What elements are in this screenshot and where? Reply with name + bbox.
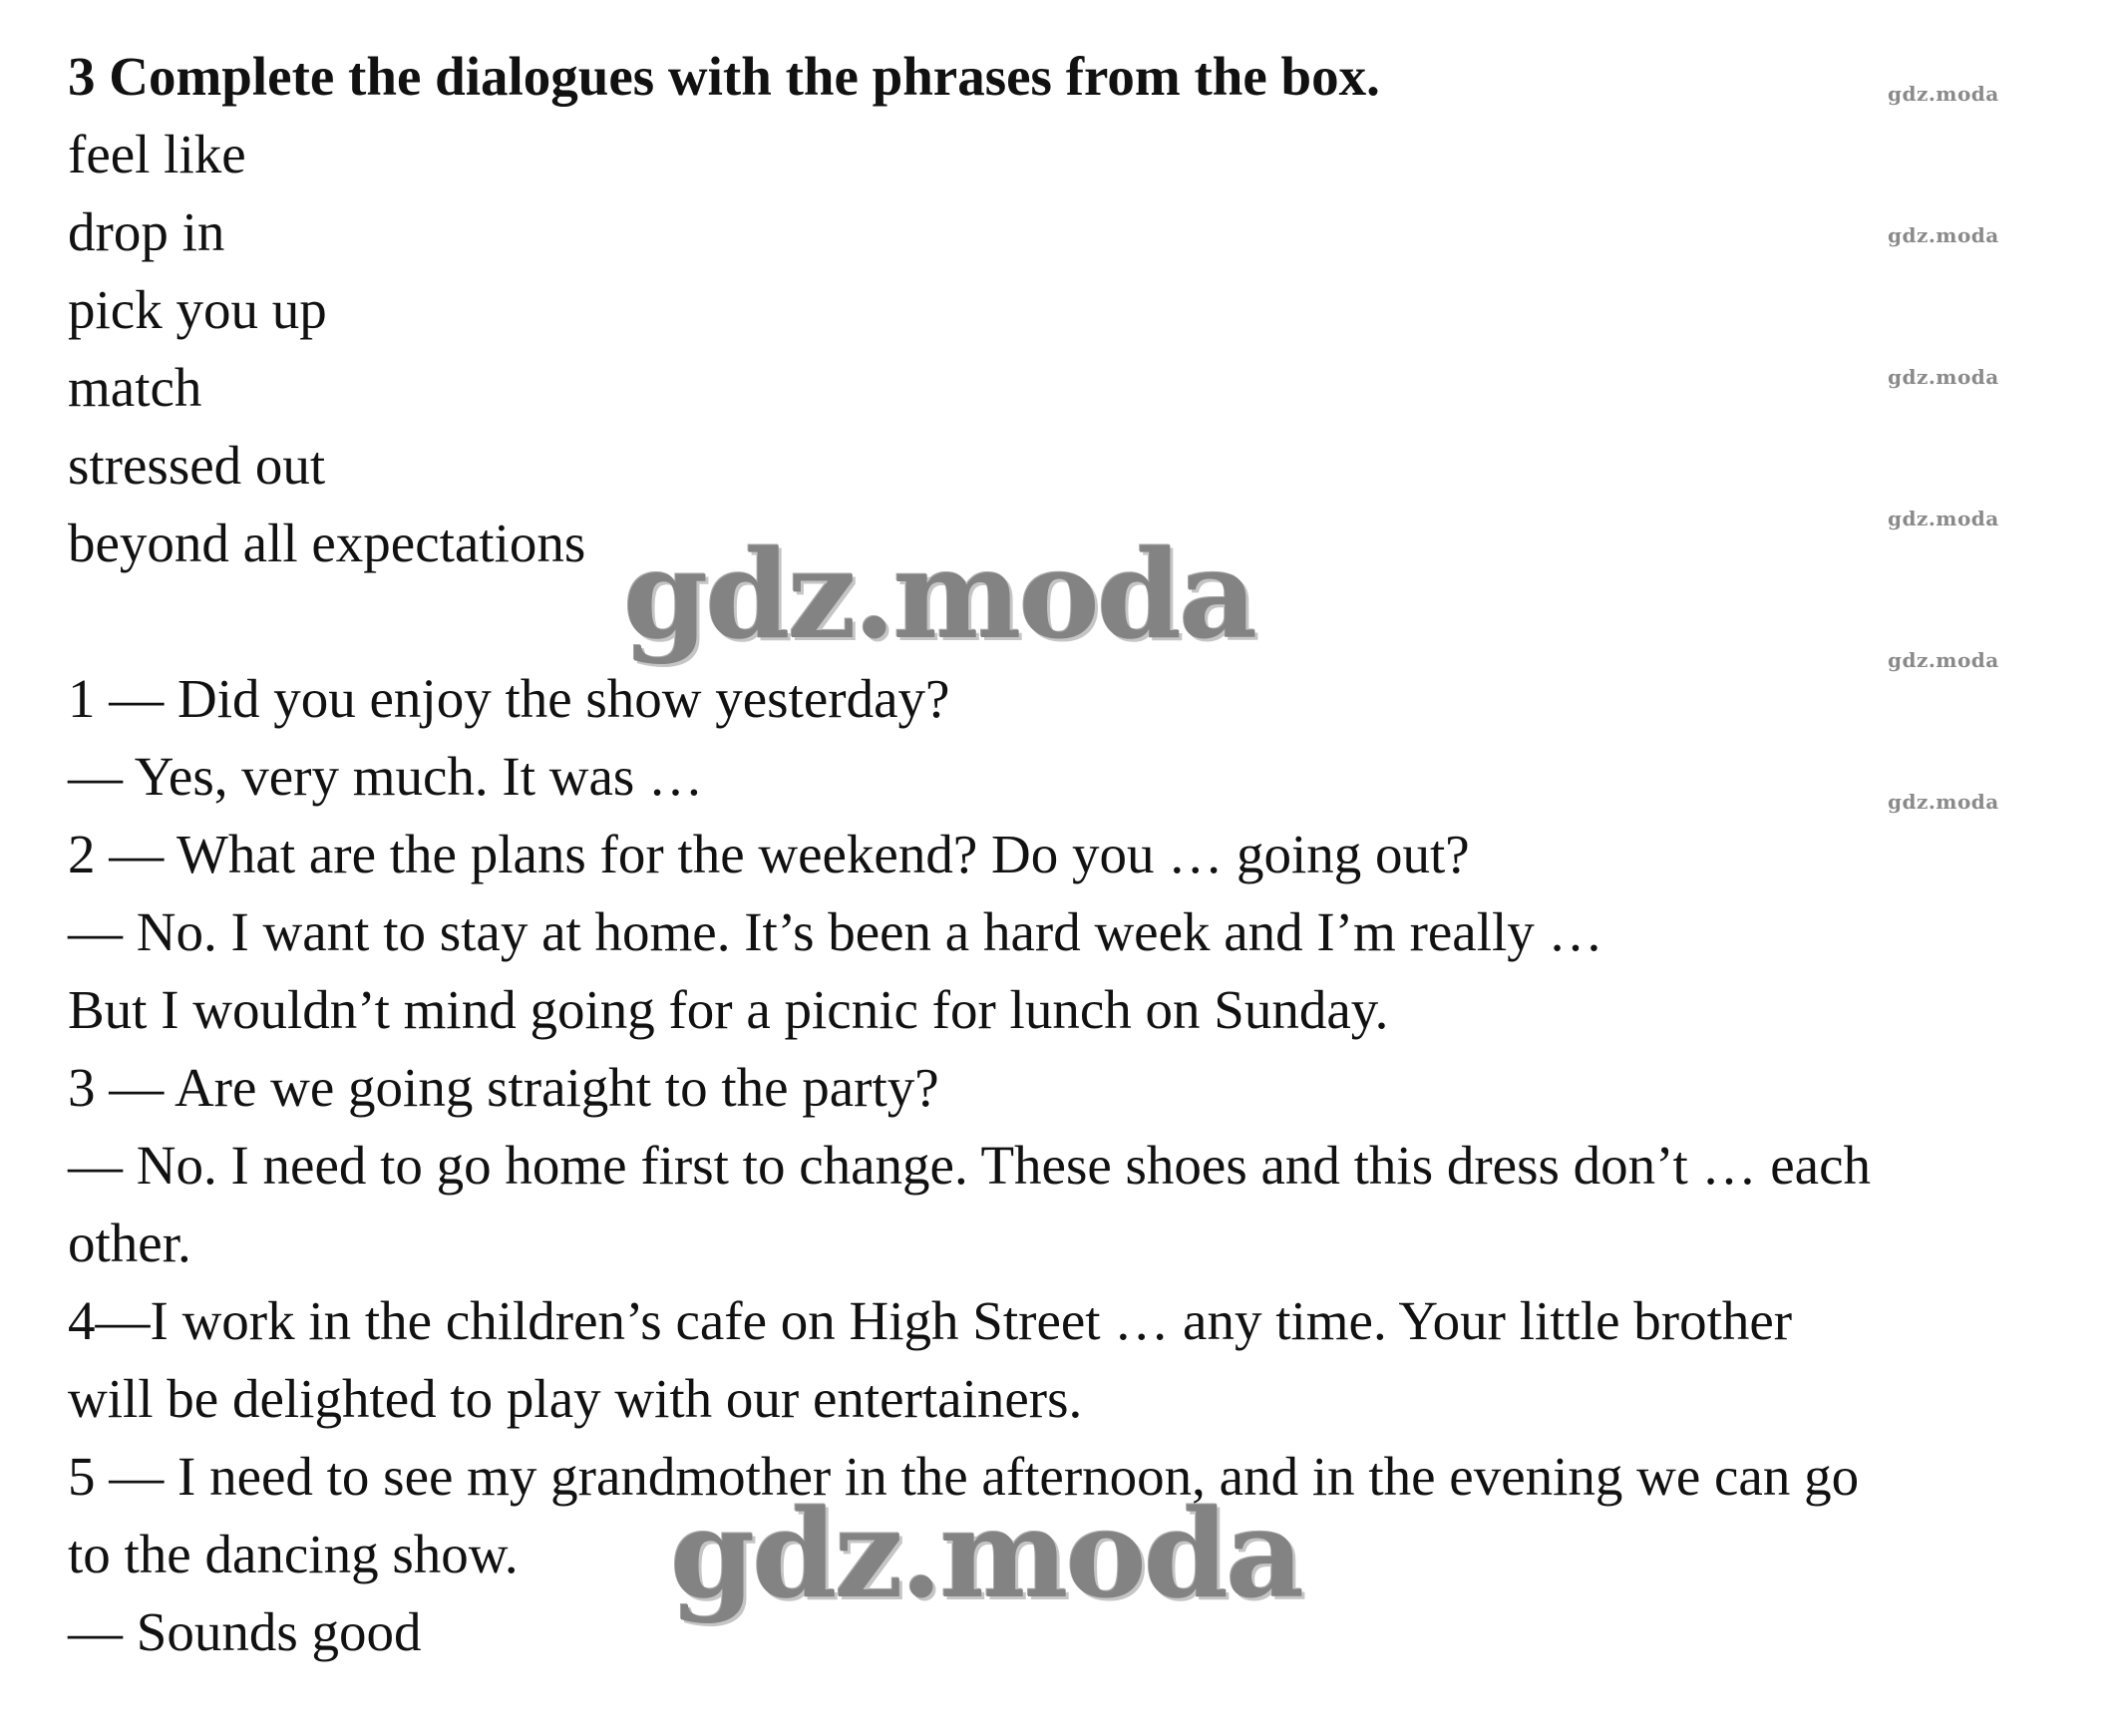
watermark-small: gdz.moda [1888, 648, 1999, 672]
dialogue-line: other. [68, 1213, 191, 1273]
dialogue-line: — Sounds good [68, 1601, 422, 1662]
phrase-item: stressed out [68, 435, 326, 496]
phrase-item: drop in [68, 201, 225, 262]
watermark-small: gdz.moda [1888, 790, 1999, 814]
phrase-box [68, 116, 2022, 582]
exercise-title: 3 Complete the dialogues with the phrases from the box. [68, 46, 1380, 107]
phrase-item: beyond all expectations [68, 513, 586, 573]
dialogue-line: — Yes, very much. It was … [68, 746, 704, 807]
watermark-large: gdz.moda [670, 1482, 1302, 1625]
phrase-item: pick you up [68, 279, 327, 340]
watermark-small: gdz.moda [1888, 507, 1999, 530]
watermark-small: gdz.moda [1888, 223, 1999, 247]
dialogue-line: 1 — Did you enjoy the show yesterday? [68, 668, 950, 729]
dialogue-line: — No. I want to stay at home. It’s been a hard week and I’m really … [68, 901, 1603, 962]
phrase-item: match [68, 357, 202, 418]
dialogue-line: 4—I work in the children’s cafe on High Street … any time. Your little brother [68, 1290, 1793, 1351]
dialogue-line: 5 — I need to see my grandmother in the afternoon, and in the evening we can go [68, 1446, 1860, 1507]
dialogue-line: But I wouldn’t mind going for a picnic for lunch on Sunday. [68, 979, 1389, 1040]
dialogue-line: to the dancing show. [68, 1524, 519, 1584]
dialogue-line: — No. I need to go home first to change. These shoes and this dress don’t … each [68, 1135, 1871, 1196]
dialogue-line: 2 — What are the plans for the weekend? Do you … going out? [68, 824, 1470, 884]
watermark-large: gdz.moda [623, 522, 1255, 666]
exercise-page [68, 38, 2022, 1671]
watermark-small: gdz.moda [1888, 365, 1999, 389]
watermark-small: gdz.moda [1888, 82, 1999, 106]
dialogue-line: 3 — Are we going straight to the party? [68, 1057, 939, 1118]
dialogue-line: will be delighted to play with our entertainers. [68, 1368, 1083, 1429]
phrase-item: feel like [68, 124, 246, 184]
